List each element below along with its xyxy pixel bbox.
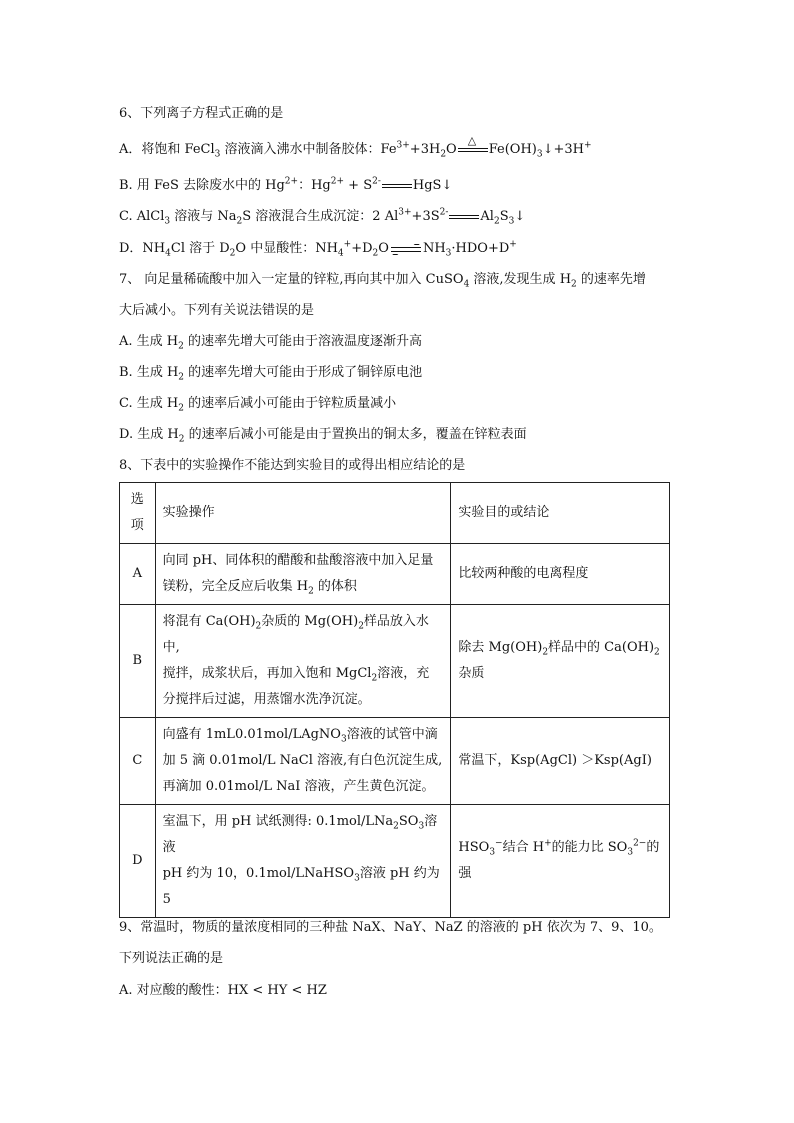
q7-option-d: D. 生成 $H_2$ 的速率后减小可能是由于置换出的铜太多，覆盖在锌粒表面: [119, 427, 527, 445]
q7-option-c: C. 生成 $H_2$ 的速率后减小可能由于锌粒质量减小: [119, 396, 397, 414]
row-conclusion: 除去 $Mg(OH)_2$样品中的 $Ca(OH)_2$ 杂质: [451, 605, 670, 718]
row-operation: 室温下，用 pH 试纸测得: $0.1mol/LNa_2SO_3$溶液 pH 约为 10，0.1mol/LNaHSO$_3$溶液 pH 约为 5: [155, 805, 451, 918]
q6-title: 6、下列离子方程式正确的是: [119, 106, 284, 121]
row-conclusion: $HSO_3^-$结合 H+的能力比 $SO_3^{2-}$的 强: [451, 805, 670, 918]
row-option: C: [120, 718, 156, 805]
q9-stem-line1: 9、常温时，物质的量浓度相同的三种盐 NaX、NaY、NaZ 的溶液的 pH 依次为 7、9、10。: [119, 920, 662, 935]
table-row: [120, 605, 670, 718]
row-operation: 向盛有 1mL0.01mol/LAgNO$_3$溶液的试管中滴 加 5 滴 0.01mol/L NaCl 溶液,有白色沉淀生成, 再滴加 0.01mol/L NaI 溶液，产生黄色沉淀。: [155, 718, 451, 805]
table-row: [120, 718, 670, 805]
q7-option-a: A. 生成 $H_2$ 的速率先增大可能由于溶液温度逐渐升高: [119, 334, 422, 352]
q6-option-b: B. 用 FeS 去除废水中的 $Hg^{2+}$：$Hg^{2+} + S^{2-}$ HgS↓: [119, 176, 453, 193]
header-operation: 实验操作: [155, 483, 451, 544]
q6-option-a: A．将饱和 FeCl$_3$ 溶液滴入沸水中制备胶体：$Fe^{3+}+3H_2O$ △ $Fe(OH)_3↓+3H^+$: [119, 133, 592, 160]
equals-sign: [382, 181, 412, 191]
row-operation: 将混有 $Ca(OH)_2$杂质的 $Mg(OH)_2$样品放入水中, 搅拌，成浆状后，再加入饱和 MgCl$_2$溶液，充 分搅拌后过滤，用蒸馏水洗净沉淀。: [155, 605, 451, 718]
q9-stem-line2: 下列说法正确的是: [119, 951, 224, 966]
header-conclusion: 实验目的或结论: [451, 483, 670, 544]
q6-option-d: D．$NH_4Cl$ 溶于 $D_2O$ 中显酸性：$NH_4^++D_2O$ $NH_3\cdot HDO+D^+$: [119, 239, 517, 259]
row-option: D: [120, 805, 156, 918]
row-operation: 向同 pH、同体积的醋酸和盐酸溶液中加入足量 镁粉，完全反应后收集 $H_2$ 的体积: [155, 544, 451, 605]
q7-stem-line2: 大后减小。下列有关说法错误的是: [119, 303, 315, 318]
row-option: B: [120, 605, 156, 718]
row-option: A: [120, 544, 156, 605]
equals-sign: [449, 212, 479, 222]
q7-option-b: B. 生成 $H_2$ 的速率先增大可能由于形成了铜锌原电池: [119, 365, 423, 383]
heating-equals-sign: △: [458, 145, 488, 155]
table-row: [120, 544, 670, 605]
q8-title: 8、下表中的实验操作不能达到实验目的或得出相应结论的是: [119, 458, 466, 473]
table-row: [120, 805, 670, 918]
row-conclusion: 常温下，Ksp(AgCl) ＞Ksp(AgI): [451, 718, 670, 805]
row-conclusion: 比较两种酸的电离程度: [451, 544, 670, 605]
q7-stem-line1: 7、 向足量稀硫酸中加入一定量的锌粒,再向其中加入 CuSO$_4$ 溶液,发现生成 $H_2$ 的速率先增: [119, 272, 646, 290]
header-option: 选 项: [120, 483, 156, 544]
q9-option-a: A. 对应酸的酸性：HX < HY < HZ: [119, 983, 327, 998]
reversible-arrow-icon: [391, 244, 421, 254]
table-header-row: [120, 483, 670, 544]
q6-option-c: C. AlCl$_3$ 溶液与 $Na_2S$ 溶液混合生成沉淀：2 $Al^{3+}+3S^{2-}$ $Al_2S_3↓$: [119, 207, 526, 227]
q8-table: [119, 482, 670, 918]
